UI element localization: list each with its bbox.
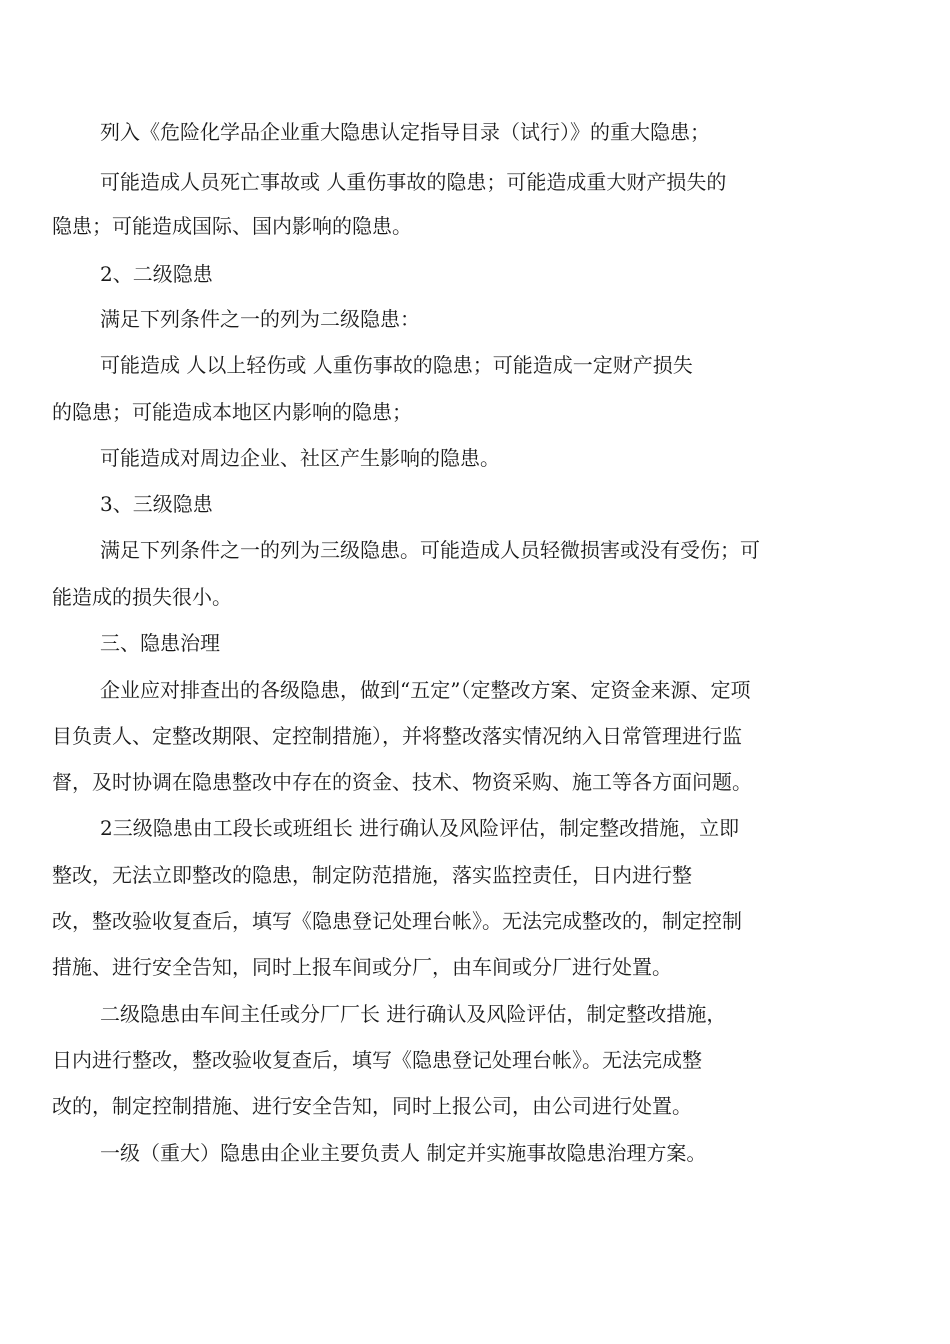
text-line-13: 企业应对排查出的各级隐患，做到“五定”（定整改方案、定资金来源、定项	[100, 678, 751, 702]
text-line-15: 督，及时协调在隐患整改中存在的资金、技术、物资采购、施工等各方面问题。	[52, 770, 752, 794]
text-line-2: 可能造成人员死亡事故或 人重伤事故的隐患；可能造成重大财产损失的	[100, 170, 727, 194]
text-line-3: 隐患；可能造成国际、国内影响的隐患。	[52, 214, 412, 238]
text-line-17: 整改，无法立即整改的隐患，制定防范措施，落实监控责任，日内进行整	[52, 863, 692, 887]
text-line-1: 列入《危险化学品企业重大隐患认定指导目录（试行）》的重大隐患；	[100, 120, 710, 144]
text-line-18: 改，整改验收复查后，填写《隐患登记处理台帐》。无法完成整改的，制定控制	[52, 909, 742, 933]
text-line-22: 改的，制定控制措施、进行安全告知，同时上报公司，由公司进行处置。	[52, 1094, 692, 1118]
text-line-19: 措施、进行安全告知，同时上报车间或分厂，由车间或分厂进行处置。	[52, 955, 672, 979]
text-line-23: 一级（重大）隐患由企业主要负责人 制定并实施事故隐患治理方案。	[100, 1141, 707, 1165]
section-heading-level2: 2、二级隐患	[100, 262, 213, 286]
text-line-5: 满足下列条件之一的列为二级隐患：	[100, 307, 420, 331]
section-heading-hazard-treatment: 三、隐患治理	[100, 631, 220, 655]
text-line-21: 日内进行整改，整改验收复查后，填写《隐患登记处理台帐》。无法完成整	[52, 1048, 702, 1072]
section-heading-level3: 3、三级隐患	[100, 492, 213, 516]
text-line-8: 可能造成对周边企业、社区产生影响的隐患。	[100, 446, 500, 470]
text-line-20: 二级隐患由车间主任或分厂厂长 进行确认及风险评估，制定整改措施，	[100, 1002, 727, 1026]
text-line-14: 目负责人、定整改期限、定控制措施），并将整改落实情况纳入日常管理进行监	[52, 724, 742, 748]
text-line-6: 可能造成 人以上轻伤或 人重伤事故的隐患；可能造成一定财产损失	[100, 353, 693, 377]
text-line-11: 能造成的损失很小。	[52, 585, 232, 609]
text-line-7: 的隐患；可能造成本地区内影响的隐患；	[52, 400, 412, 424]
text-line-10: 满足下列条件之一的列为三级隐患。可能造成人员轻微损害或没有受伤；可	[100, 538, 760, 562]
text-line-16: 2三级隐患由工段长或班组长 进行确认及风险评估，制定整改措施，立即	[100, 816, 740, 840]
